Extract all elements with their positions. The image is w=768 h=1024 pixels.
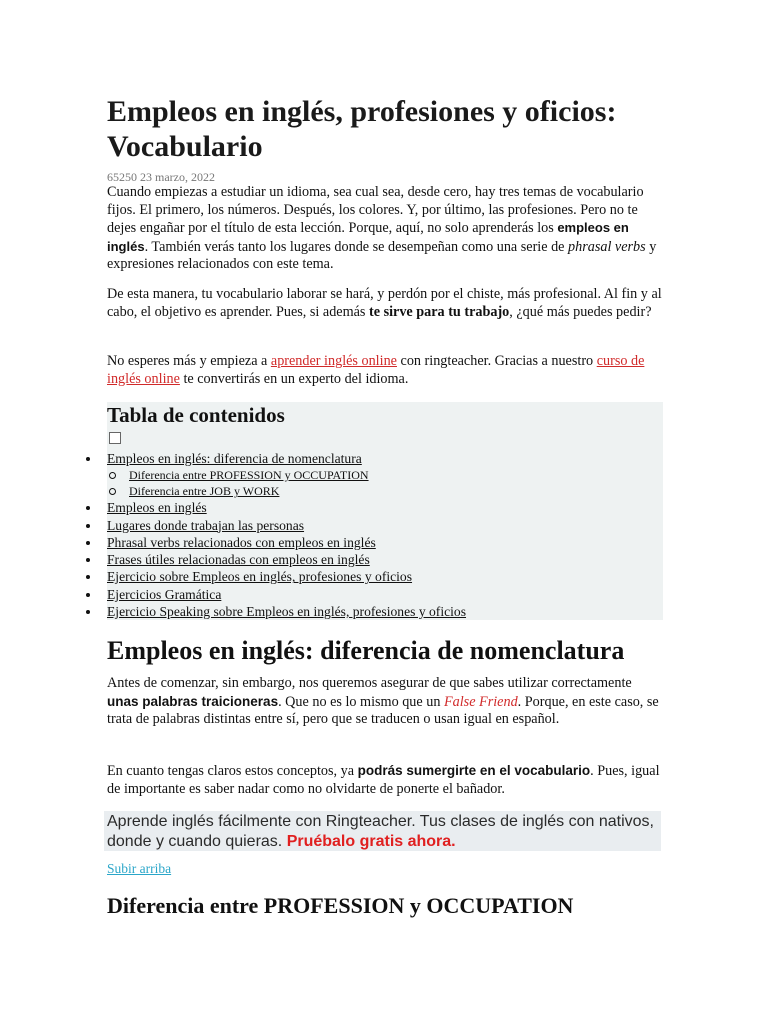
bullet-icon (86, 558, 90, 562)
toc-list (107, 450, 466, 620)
section-heading-nomenclatura: Empleos en inglés: diferencia de nomenclatura (107, 636, 625, 665)
intro-paragraph: Cuando empiezas a estudiar un idioma, sea cual sea, desde cero, hay tres temas de vocabulario fijos. El primero, los números. Después, los colores. Y, por último, las profesiones. Pero no te dejes engañar por el título de esta lección. Porque, aquí, no solo aprenderás los empleos en inglés. También verás tanto los lugares donde se desempeñan como una serie de phrasal verbs y expresiones relacionados con este tema. (107, 184, 657, 272)
bullet-icon (86, 541, 90, 545)
toc-toggle-checkbox[interactable] (109, 432, 121, 444)
promo-banner: Aprende inglés fácilmente con Ringteacher. Tus clases de inglés con nativos, donde y cuando quieras. Pruébalo gratis ahora. (104, 811, 661, 851)
article-meta: 65250 23 marzo, 2022 (107, 170, 215, 184)
toc-link[interactable]: Diferencia entre PROFESSION y OCCUPATION (129, 468, 369, 483)
toc-link[interactable]: Lugares donde trabajan las personas (107, 517, 305, 533)
section1-paragraph-2: En cuanto tengas claros estos conceptos, ya podrás sumergirte en el vocabulario. Pues, igual de importante es saber nadar como no olvidarte de ponerte el bañador. (107, 763, 660, 797)
back-to-top-link[interactable]: Subir arriba (107, 861, 172, 876)
toc-item (107, 450, 466, 467)
bullet-icon (86, 524, 90, 528)
toc-link[interactable]: Ejercicios Gramática (107, 586, 222, 602)
toc-item (107, 551, 466, 568)
bullet-icon (86, 506, 90, 510)
toc-item (107, 483, 466, 499)
toc-item (107, 603, 466, 620)
article-title: Empleos en inglés, profesiones y oficios: Vocabulario (107, 95, 617, 163)
toc-link[interactable]: Phrasal verbs relacionados con empleos en inglés (107, 534, 376, 550)
toc-link[interactable]: Ejercicio sobre Empleos en inglés, profesiones y oficios (107, 569, 413, 585)
circle-bullet-icon (109, 472, 116, 479)
toc-link[interactable]: Frases útiles relacionadas con empleos en inglés (107, 552, 370, 568)
toc-item (107, 568, 466, 585)
bullet-icon (86, 610, 90, 614)
table-of-contents (107, 402, 663, 620)
section1-paragraph-1: Antes de comenzar, sin embargo, nos queremos asegurar de que sabes utilizar correctamente unas palabras traicioneras. Que no es lo mismo que un False Friend. Porque, en este caso, se trata de palabras distintas entre sí, pero que se traducen o usan igual en español. (107, 675, 659, 727)
toc-item (107, 517, 466, 534)
paragraph-3: No esperes más y empieza a aprender inglés online con ringteacher. Gracias a nuestro curso de inglés online te convertirás en un experto del idioma. (107, 353, 645, 387)
toc-item (107, 467, 466, 483)
toc-item (107, 534, 466, 551)
online-course-link[interactable]: curso de inglés online (107, 353, 645, 387)
toc-item (107, 499, 466, 516)
toc-item (107, 586, 466, 603)
paragraph-2: De esta manera, tu vocabulario laborar se hará, y perdón por el chiste, más profesional. Al fin y al cabo, el objetivo es aprender. Pues, si además te sirve para tu trabajo, ¿qué más puedes pedir? (107, 286, 662, 320)
try-free-cta[interactable]: Pruébalo gratis ahora. (286, 833, 456, 850)
bullet-icon (86, 457, 90, 461)
bullet-icon (86, 593, 90, 597)
learn-english-online-link[interactable]: aprender inglés online (270, 353, 397, 369)
toc-link[interactable]: Diferencia entre JOB y WORK (129, 484, 280, 499)
toc-link[interactable]: Empleos en inglés (107, 500, 207, 516)
circle-bullet-icon (109, 488, 116, 495)
toc-link[interactable]: Ejercicio Speaking sobre Empleos en inglés, profesiones y oficios (107, 604, 467, 620)
toc-title: Tabla de contenidos (107, 403, 285, 427)
bullet-icon (86, 575, 90, 579)
toc-link[interactable]: Empleos en inglés: diferencia de nomenclatura (107, 451, 362, 466)
section-heading-profession-occupation: Diferencia entre PROFESSION y OCCUPATION (107, 893, 574, 918)
